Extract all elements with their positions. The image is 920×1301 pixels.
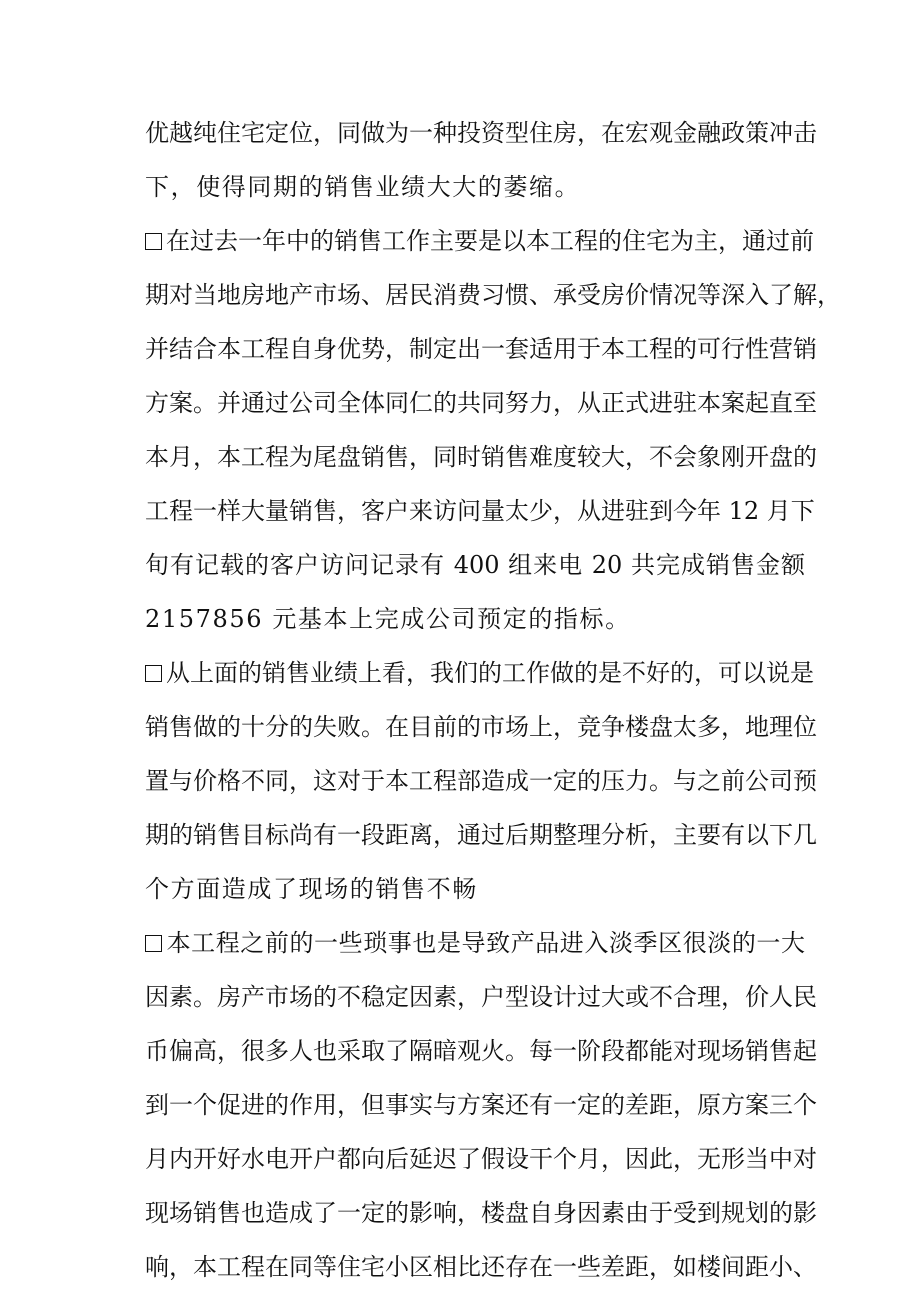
text-line: 期的销售目标尚有一段距离，通过后期整理分析，主要有以下几 [145,821,817,849]
text-line-content: 本工程之前的一些琐事也是导致产品进入淡季区很淡的一大 [166,929,805,957]
text-line-content: 从上面的销售业绩上看，我们的工作做的是不好的，可以说是 [166,659,814,687]
text-line: 置与价格不同，这对于本工程部造成一定的压力。与之前公司预 [145,767,817,795]
document-body [145,109,841,1297]
text-line: 2157856 元基本上完成公司预定的指标。 [145,605,631,633]
paragraph-sales-overview [145,217,841,649]
text-line: 旬有记载的客户访问记录有 400 组来电 20 共完成销售金额 [145,551,805,579]
text-line: 到一个促进的作用，但事实与方案还有一定的差距，原方案三个 [145,1091,817,1119]
text-line: 销售做的十分的失败。在目前的市场上，竞争楼盘太多，地理位 [145,713,817,741]
paragraph-performance-review [145,649,817,919]
text-line: 因素。房产市场的不稳定因素，户型设计过大或不合理，价人民 [145,983,817,1011]
text-line [145,919,805,973]
text-line [145,649,814,703]
text-line [145,217,814,271]
text-line: 并结合本工程自身优势，制定出一套适用于本工程的可行性营销 [145,335,817,363]
text-line: 响，本工程在同等住宅小区相比还存在一些差距，如楼间距小、 [145,1253,817,1281]
text-line: 个方面造成了现场的销售不畅 [145,875,478,903]
text-line: 优越纯住宅定位，同做为一种投资型住房，在宏观金融政策冲击 [145,119,817,147]
paragraph-factors [145,919,817,1297]
text-line: 期对当地房地产市场、居民消费习惯、承受房价情况等深入了解， [145,281,841,309]
text-line: 币偏高，很多人也采取了隔暗观火。每一阶段都能对现场销售起 [145,1037,817,1065]
text-line: 月内开好水电开户都向后延迟了假设干个月，因此，无形当中对 [145,1145,817,1173]
text-line: 本月，本工程为尾盘销售，同时销售难度较大，不会象刚开盘的 [145,443,817,471]
text-line: 工程一样大量销售，客户来访问量太少，从进驻到今年 12 月下 [145,497,815,525]
checkbox-bullet-icon [145,233,162,250]
paragraph-intro [145,109,817,217]
text-line: 现场销售也造成了一定的影响，楼盘自身因素由于受到规划的影 [145,1199,817,1227]
text-line: 下，使得同期的销售业绩大大的萎缩。 [145,173,581,201]
text-line: 方案。并通过公司全体同仁的共同努力，从正式进驻本案起直至 [145,389,817,417]
checkbox-bullet-icon [145,665,162,682]
checkbox-bullet-icon [145,935,162,952]
text-line-content: 在过去一年中的销售工作主要是以本工程的住宅为主，通过前 [166,227,814,255]
